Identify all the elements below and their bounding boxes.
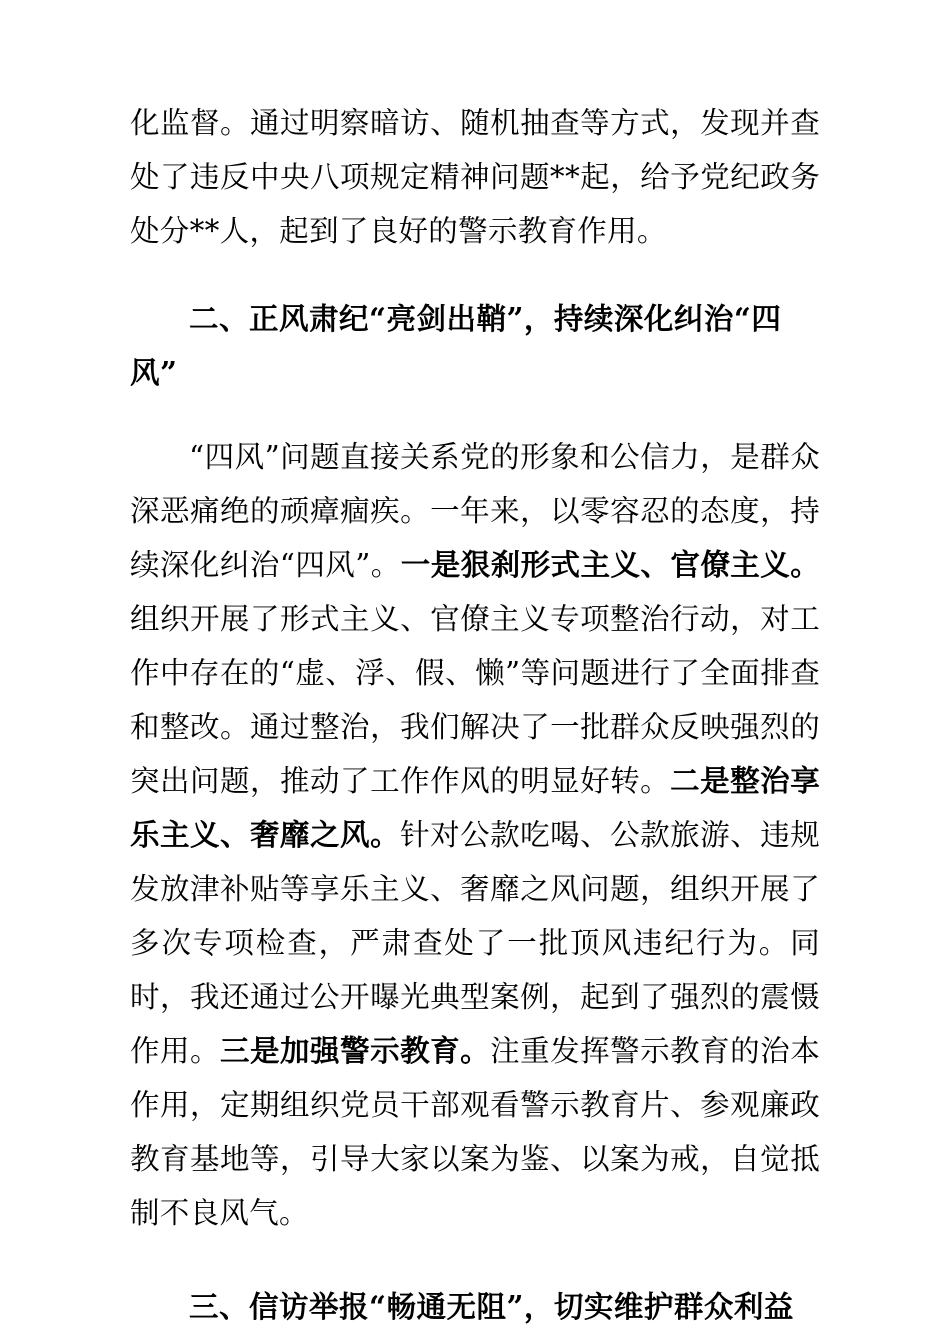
text-run: 组织开展了形式主义、官僚主义专项整治行动，对工作中存在的“虚、浮、假、懒”等问题进行了全面排查和整改。通过整治，我们解决了一批群众反映强烈的突出问题，推动了工作作风的明显好转。 bbox=[130, 602, 820, 798]
emphasis-run: 一是狠刹形式主义、官僚主义。 bbox=[400, 547, 820, 582]
document-body bbox=[130, 96, 820, 1334]
paragraph-section-two bbox=[130, 430, 820, 1240]
paragraph-continuation: 化监督。通过明察暗访、随机抽查等方式，发现并查处了违反中央八项规定精神问题**起，给予党纪政务处分**人，起到了良好的警示教育作用。 bbox=[130, 106, 820, 248]
block-spacer bbox=[130, 1240, 820, 1280]
emphasis-run: 三是加强警示教育。 bbox=[220, 1033, 491, 1068]
block-spacer bbox=[130, 258, 820, 292]
text-run: “四风”问题直接关系党的形象和公信力，是群众深恶痛绝的顽瘴痼疾。一年来，以零容忍的态度，持续深化纠治“四风”。 bbox=[130, 440, 820, 582]
section-heading-two: 二、正风肃纪“亮剑出鞘”，持续深化纠治“四风” bbox=[130, 301, 782, 390]
section-heading-three: 三、信访举报“畅通无阻”，切实维护群众利益 bbox=[189, 1289, 794, 1324]
text-run: 针对公款吃喝、公款旅游、违规发放津补贴等享乐主义、奢靡之风问题，组织开展了多次专项检查，严肃查处了一批顶风违纪行为。同时，我还通过公开曝光典型案例，起到了强烈的震慑作用。 bbox=[130, 818, 821, 1068]
block-spacer bbox=[130, 400, 820, 430]
emphasis-run: 二是整治享乐主义、奢靡之风。 bbox=[130, 763, 820, 852]
text-run: 注重发挥警示教育的治本作用，定期组织党员干部观看警示教育片、参观廉政教育基地等，引导大家以案为鉴、以案为戒，自觉抵制不良风气。 bbox=[130, 1034, 820, 1230]
